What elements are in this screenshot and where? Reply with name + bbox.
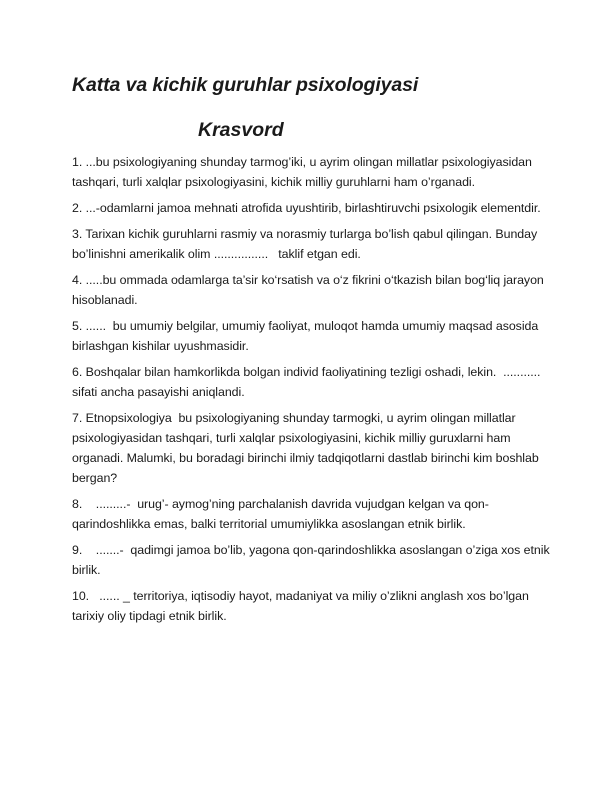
document-subtitle: Krasvord xyxy=(198,119,284,141)
question-item-10: 10. ...... _ territoriya, iqtisodiy hayot, madaniyat va miliy o’zlikni anglash xos bo’lgan tarixiy oliy tipdagi etnik birlik. xyxy=(72,589,533,623)
question-item-1: 1. ...bu psixologiyaning shunday tarmog’iki, u ayrim olingan millatlar psixologiyasidan tashqari, turli xalqlar psixologiyasini, kichik milliy guruhlarni ham o’rganadi. xyxy=(72,155,536,189)
document-page xyxy=(72,72,553,632)
question-item-7: 7. Etnopsixologiya bu psixologiyaning shunday tarmogki, u ayrim olingan millatlar psixologiyasidan tashqari, turli xalqlar psixologiyasini, kichik milliy guruxlarni ham organadi. Malumki, bu boradagi birinchi ilmiy tadqiqotlarni dastlab birinchi kim boshlab bergan? xyxy=(72,411,543,485)
question-item-5: 5. ...... bu umumiy belgilar, umumiy faoliyat, muloqot hamda umumiy maqsad asosida birlashgan kishilar uyushmasidir. xyxy=(72,319,542,353)
document-title: Katta va kichik guruhlar psixologiyasi xyxy=(72,74,419,96)
question-item-9: 9. .......- qadimgi jamoa bo’lib, yagona qon-qarindoshlikka asoslangan o’ziga xos etnik birlik. xyxy=(72,543,553,577)
question-item-6: 6. Boshqalar bilan hamkorlikda bolgan individ faoliyatining tezligi oshadi, lekin. ........... sifati ancha pasayishi aniqlandi. xyxy=(72,365,548,399)
question-item-8: 8. .........- urug’- aymog’ning parchalanish davrida vujudgan kelgan va qon-qarindoshlikka emas, balki territorial umumiylikka asoslangan etnik birlik. xyxy=(72,497,489,531)
question-item-2: 2. ...-odamlarni jamoa mehnati atrofida uyushtirib, birlashtiruvchi psixologik elementdir. xyxy=(72,201,541,215)
question-item-3: 3. Tarixan kichik guruhlarni rasmiy va norasmiy turlarga bo’lish qabul qilingan. Bunday bo’linishni amerikalik olim ................ taklif etgan edi. xyxy=(72,227,541,261)
question-item-4: 4. .....bu ommada odamlarga ta’sir ko‘rsatish va o‘z fikrini o‘tkazish bilan bog‘liq jarayon hisoblanadi. xyxy=(72,273,548,307)
question-list xyxy=(72,152,553,626)
